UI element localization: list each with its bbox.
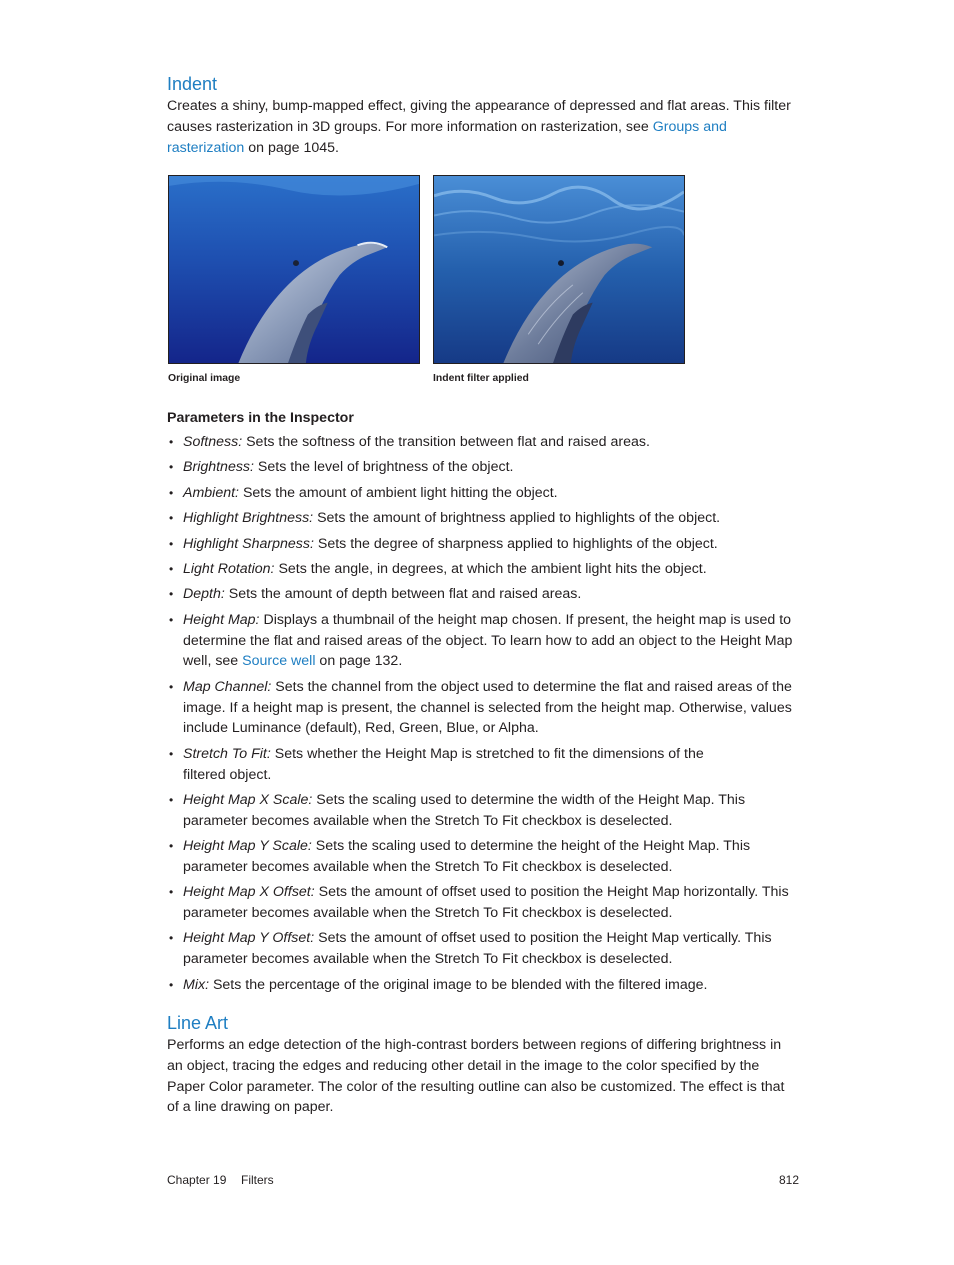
indent-heading: Indent xyxy=(167,74,218,94)
indent-intro-text: Creates a shiny, bump-mapped effect, giving the appearance of depressed and flat areas. This filter causes rasterization in 3D groups. For more information on rasterization, see xyxy=(167,98,791,135)
line-art-heading: Line Art xyxy=(167,1013,229,1033)
original-image-caption: Original image xyxy=(168,373,241,384)
groups-rasterization-link[interactable]: Groups and rasterization xyxy=(167,118,727,156)
footer-chapter: Chapter 19 xyxy=(167,1173,227,1187)
list-item: • Mix: Sets the percentage of the original image to be blended with the filtered image. xyxy=(167,975,799,996)
list-item: • Ambient: Sets the amount of ambient light hitting the object. xyxy=(167,483,799,504)
source-well-link[interactable]: Source well xyxy=(242,653,316,670)
list-item: • Depth: Sets the amount of depth between flat and raised areas. xyxy=(167,584,799,605)
list-item: • Softness: Sets the softness of the transition between flat and raised areas. xyxy=(167,432,799,453)
list-item: • Highlight Sharpness: Sets the degree of sharpness applied to highlights of the object. xyxy=(167,534,799,555)
parameters-heading: Parameters in the Inspector xyxy=(167,410,354,426)
list-item: • Height Map X Offset: Sets the amount of offset used to position the Height Map horizontally. This parameter becomes available when the Stretch To Fit checkbox is deselected. xyxy=(167,882,799,924)
list-item: • Brightness: Sets the level of brightness of the object. xyxy=(167,457,799,478)
footer-section-link[interactable]: Filters xyxy=(241,1173,274,1187)
list-item: • Height Map X Scale: Sets the scaling used to determine the width of the Height Map. This parameter becomes available when the Stretch To Fit checkbox is deselected. xyxy=(167,790,799,832)
original-dolphin-image xyxy=(168,175,420,364)
list-item: • Height Map Y Offset: Sets the amount of offset used to position the Height Map vertically. This parameter becomes available when the Stretch To Fit checkbox is deselected. xyxy=(167,928,799,970)
indent-filter-caption: Indent filter applied xyxy=(433,373,529,384)
indent-intro xyxy=(167,96,799,158)
list-item: • Highlight Brightness: Sets the amount of brightness applied to highlights of the object. xyxy=(167,508,799,529)
indent-filter-dolphin-image xyxy=(433,175,685,364)
line-art-body: Performs an edge detection of the high-contrast borders between regions of differing brightness in an object, tracing the edges and reducing other detail in the image to the color specified by the Paper Color parameter. The color of the resulting outline can also be customized. The effect is that of a line drawing on paper. xyxy=(167,1037,785,1116)
page-number: 812 xyxy=(779,1173,800,1187)
list-item: • Light Rotation: Sets the angle, in degrees, at which the ambient light hits the object. xyxy=(167,559,799,580)
indent-intro-tail: on page 1045. xyxy=(244,139,339,156)
list-item: • Stretch To Fit: Sets whether the Height Map is stretched to fit the dimensions of the filtered object. xyxy=(167,744,799,786)
list-item: • Map Channel: Sets the channel from the object used to determine the flat and raised areas of the image. If a height map is present, the channel is selected from the height map. Otherwise, values include Luminance (default), Red, Green, Blue, or Alpha. xyxy=(167,677,799,739)
list-item: • Height Map Y Scale: Sets the scaling used to determine the height of the Height Map. This parameter becomes available when the Stretch To Fit checkbox is deselected. xyxy=(167,836,799,878)
parameters-list xyxy=(167,432,799,1000)
list-item: • Height Map: Displays a thumbnail of the height map chosen. If present, the height map is used to determine the flat and raised areas of the object. To learn how to add an object to the Height Map well, see Source well on page 132. xyxy=(167,610,799,672)
